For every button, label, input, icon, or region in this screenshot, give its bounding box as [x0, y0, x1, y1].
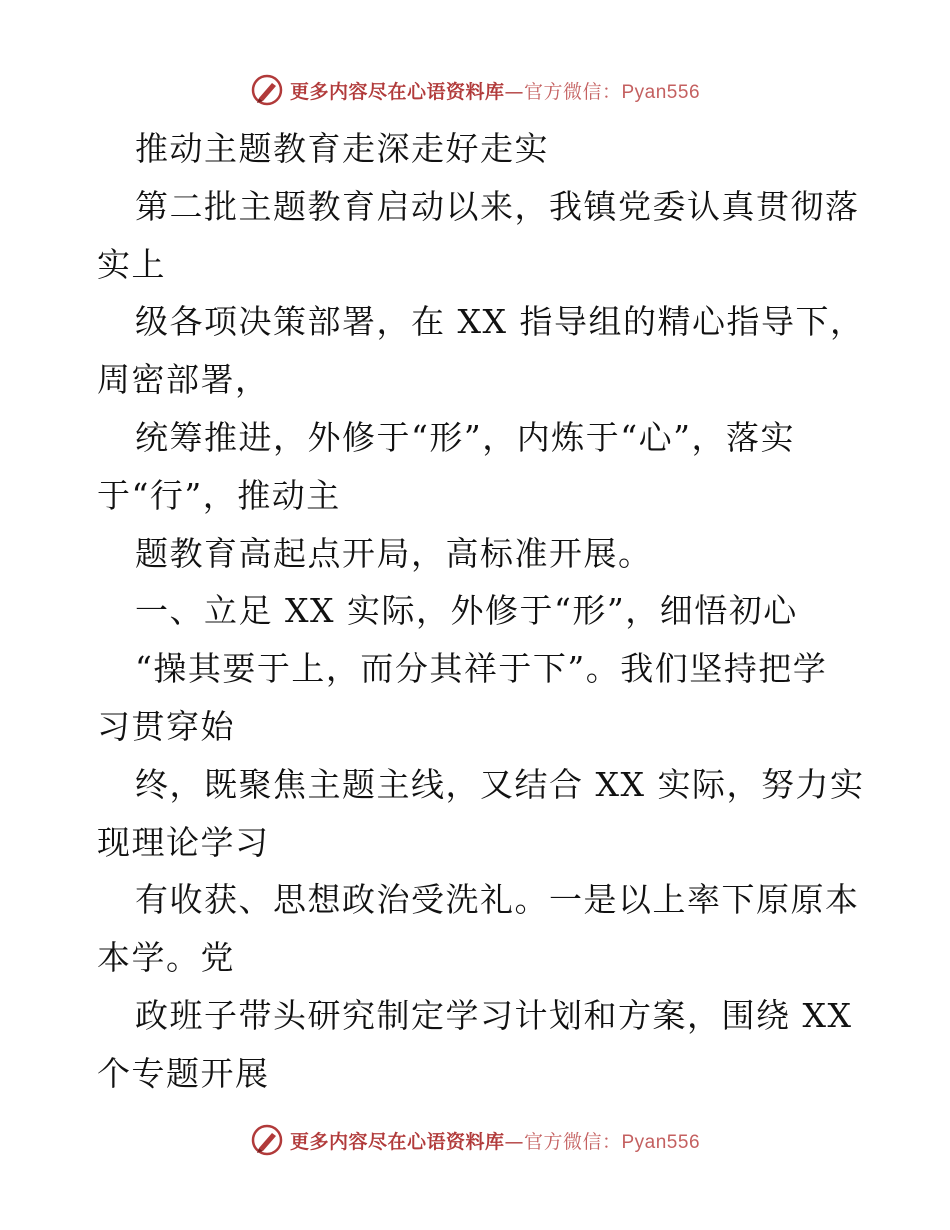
document-line: 周密部署， — [97, 360, 270, 400]
document-line: 现理论学习 — [97, 822, 270, 862]
document-line: “操其要于上，而分其祥于下”。我们坚持把学 — [135, 649, 828, 689]
document-line: 有收获、思想政治受洗礼。一是以上率下原原本 — [135, 880, 860, 920]
watermark-wechat-id: Pyan556 — [621, 81, 701, 103]
document-line: 终，既聚焦主题主线，又结合 XX 实际，努力实 — [135, 764, 865, 804]
document-line: 推动主题教育走深走好走实 — [135, 129, 549, 168]
header-watermark — [0, 70, 950, 110]
document-line: 级各项决策部署，在 XX 指导组的精心指导下， — [135, 302, 865, 342]
watermark-wechat-label: 官方微信： — [523, 80, 622, 103]
document-line: 个专题开展 — [97, 1053, 270, 1093]
document-line: 一、立足 XX 实际，外修于“形”，细悟初心 — [135, 591, 798, 631]
footer-watermark — [0, 1120, 950, 1160]
document-line: 于“行”，推动主 — [97, 475, 341, 515]
document-line: 统筹推进，外修于“形”，内炼于“心”，落实 — [135, 417, 795, 457]
pen-logo-icon — [250, 1123, 284, 1157]
watermark-site-name: 更多内容尽在心语资料库 — [289, 80, 505, 103]
document-line: 本学。党 — [97, 938, 235, 978]
document-line: 题教育高起点开局，高标准开展。 — [135, 533, 653, 573]
document-line: 第二批主题教育启动以来，我镇党委认真贯彻落 — [135, 186, 860, 226]
watermark-site-name: 更多内容尽在心语资料库 — [289, 1130, 505, 1153]
watermark-wechat-id: Pyan556 — [621, 1131, 701, 1153]
watermark-text — [290, 1127, 700, 1154]
document-line: 习贯穿始 — [97, 706, 235, 746]
document-line: 实上 — [97, 244, 166, 284]
watermark-text — [290, 77, 700, 104]
watermark-dash: — — [504, 1130, 524, 1153]
watermark-dash: — — [504, 80, 524, 103]
watermark-wechat-label: 官方微信： — [523, 1130, 622, 1153]
document-line: 政班子带头研究制定学习计划和方案，围绕 XX — [135, 995, 853, 1035]
document-body — [97, 120, 865, 1103]
pen-logo-icon — [250, 73, 284, 107]
